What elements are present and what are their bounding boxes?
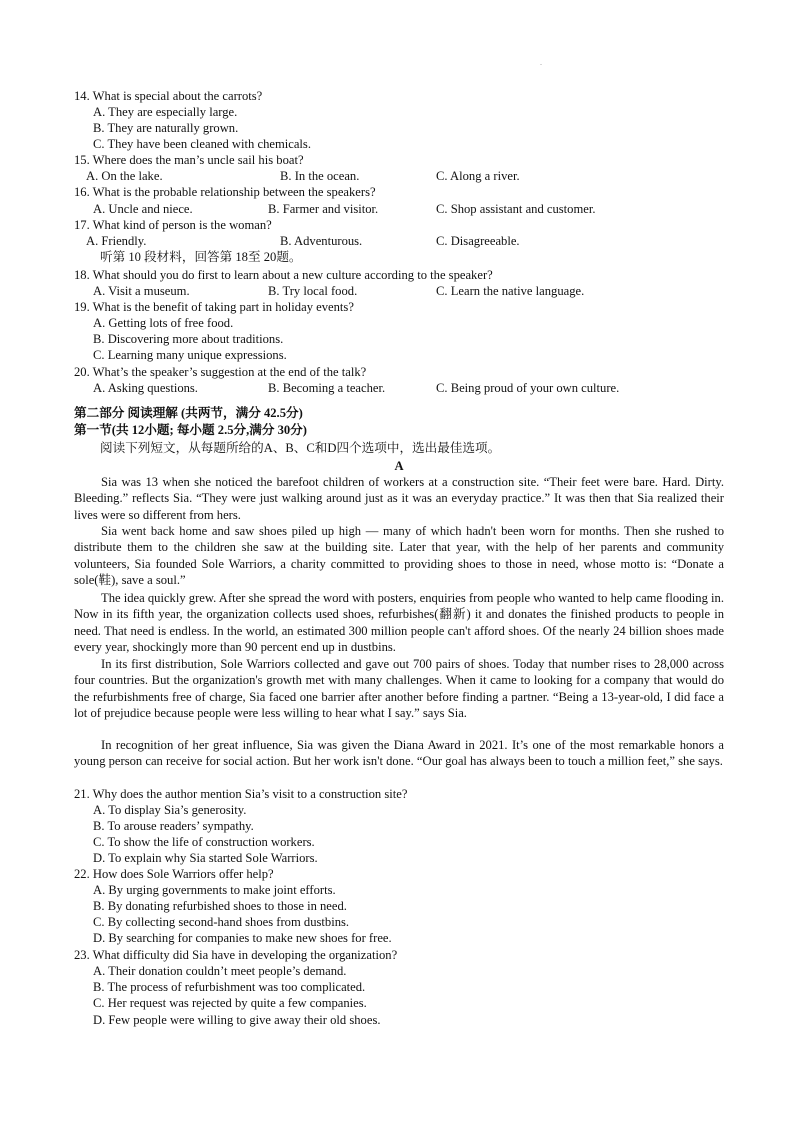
q17-option-c: C. Disagreeable. [436,234,520,248]
q14-option-a: A. They are especially large. [93,105,238,119]
passage-paragraph: In recognition of her great influence, Sia was given the Diana Award in 2021. It’s one of the most remarkable honors a young person can receive for social action. But her work isn't done. “Our goal has always been to touch a million feet,” she says. [74,738,724,769]
q22-option-d: D. By searching for companies to make new shoes for free. [93,931,392,945]
q15-stem: 15. Where does the man’s uncle sail his boat? [74,153,304,167]
q16-option-b: B. Farmer and visitor. [268,202,379,216]
q23-option-a: A. Their donation couldn’t meet people’s demand. [93,964,347,978]
q14-option-b: B. They are naturally grown. [93,121,239,135]
reading-instruction: 阅读下列短文，从每题所给的A、B、C和D四个选项中，选出最佳选项。 [100,441,501,455]
q22-option-c: C. By collecting second-hand shoes from dustbins. [93,915,350,929]
q18-stem: 18. What should you do first to learn about a new culture according to the speaker? [74,268,493,282]
q20-option-b: B. Becoming a teacher. [268,381,386,395]
q22-option-b: B. By donating refurbished shoes to those in need. [93,899,347,913]
q20-option-a: A. Asking questions. [93,381,198,395]
exam-page: . 14. What is special about the carrots? A. They are especially large. B. They are naturally grown. C. They have been cleaned with chemicals. 15. Where does the man’s uncle sail his boat? A. On the lake. B. In the ocean. C. Along a river. 16. What is the probable relationship between the speakers? A. Uncle and niece. B. Farmer and visitor. C. Shop assistant and customer. 17. What kind of person is the woman? A. Friendly. B. Adventurous. C. Disagreeable. 听第 10 段材料，回答第 18至 20题。 18. What should you do first to learn about a new culture according to the speaker? A. Visit a museum. B. Try local food. C. Learn the native language. 19. What is the benefit of taking part in holiday events? A. Getting lots of free food. B. Discovering more about traditions. C. Learning many unique expressions. 20. What’s the speaker’s suggestion at the end of the talk? A. Asking questions. B. Becoming a teacher. C. Being proud of your own culture. 第二部分 阅读理解 (共两节，满分 42.5分) 第一节(共 12小题; 每小题 2.5分,满分 30分) 阅读下列短文，从每题所给的A、B、C和D四个选项中，选出最佳选项。 A Sia was 13 when she noticed the barefoot children of workers at a construction site. “Their feet were bare. Hard. Dirty. Bleeding.” reflects Sia. “They were just walking around just as it was an everyday practice.” It was then that Sia realized their lives were so different from hers. Sia went back home and saw shoes piled up high — many of which hadn't been worn for months. Then she rushed to distribute them to the children she saw at the building site. Later that year, with the help of her parents and community volunteers, Sia founded Sole Warriors, a charity committed to providing shoes to those in need, whose motto is: “Donate a sole(鞋), save a soul.” The idea quickly grew. After she spread the word with posters, enquiries from people who wanted to help came flooding in. Now in its fifth year, the organization collects used shoes, refurbishes(翻新) it and donates the finished products to people in need. That need is endless. In the world, an estimated 300 million people can't afford shoes. Of the nearly 24 billion shoes made every year, shockingly more than 90 percent end up in dustbins. In its first distribution, Sole Warriors collected and gave out 700 pairs of shoes. Today that number rises to 28,000 across four countries. But the organization's growth met with many challenges. When it came to looking for a company that would do the refurbishments free of charge, Sia faced one barrier after another before finding a partner. “Being a 13-year-old, I did face a lot of prejudice because people were less willing to hear what I say.” says Sia. In recognition of her great influence, Sia was given the Diana Award in 2021. It’s one of the most remarkable honors a young person can receive for social action. But her work isn't done. “Our goal has always been to touch a million feet,” she says. 21. Why does the author mention Sia’s visit to a construction site? A. To display Sia’s generosity. B. To arouse readers’ sympathy. C. To show the life of construction workers. D. To explain why Sia started Sole Warriors. 22. How does Sole Warriors offer help? A. By urging governments to make joint efforts. B. By donating refurbished shoes to those in need. C. By collecting second-hand shoes from dustbins. D. By searching for companies to make new shoes for free. 23. What difficulty did Sia have in developing the organization? A. Their donation couldn’t meet people’s demand. B. The process of refurbishment was too complicated. C. Her request was rejected by quite a few companies. D. Few people were willing to give away their old shoes. [0,0,794,1124]
q16-option-a: A. Uncle and niece. [93,202,193,216]
q18-option-b: B. Try local food. [268,284,358,298]
q14-stem: 14. What is special about the carrots? [74,89,263,103]
q22-option-a: A. By urging governments to make joint efforts. [93,883,336,897]
q20-option-c: C. Being proud of your own culture. [436,381,620,395]
q21-option-b: B. To arouse readers’ sympathy. [93,819,254,833]
q16-stem: 16. What is the probable relationship between the speakers? [74,185,376,199]
q23-option-b: B. The process of refurbishment was too complicated. [93,980,366,994]
q21-option-c: C. To show the life of construction workers. [93,835,315,849]
section1-title: 第一节(共 12小题; 每小题 2.5分,满分 30分) [74,423,307,437]
q15-options [86,168,736,184]
q17-option-b: B. Adventurous. [280,234,363,248]
q18-options [93,283,743,299]
listening-material-10: 听第 10 段材料，回答第 18至 20题。 [100,250,302,264]
q21-option-d: D. To explain why Sia started Sole Warriors. [93,851,318,865]
passage-paragraph: Sia was 13 when she noticed the barefoot children of workers at a construction site. “Their feet were bare. Hard. Dirty. Bleeding.” reflects Sia. “They were just walking around just as it was an everyday practice.” It was then that Sia realized their lives were so different from hers. [74,475,724,522]
q20-stem: 20. What’s the speaker’s suggestion at the end of the talk? [74,365,367,379]
q18-option-c: C. Learn the native language. [436,284,585,298]
q14-option-c: C. They have been cleaned with chemicals. [93,137,311,151]
passage-label: A [394,459,404,473]
q19-option-c: C. Learning many unique expressions. [93,348,287,362]
q19-stem: 19. What is the benefit of taking part in holiday events? [74,300,354,314]
part2-title: 第二部分 阅读理解 (共两节，满分 42.5分) [74,406,303,420]
q23-option-c: C. Her request was rejected by quite a few companies. [93,996,367,1010]
q16-options [93,201,743,217]
q22-stem: 22. How does Sole Warriors offer help? [74,867,274,881]
q18-option-a: A. Visit a museum. [93,284,190,298]
q21-option-a: A. To display Sia’s generosity. [93,803,247,817]
q19-option-a: A. Getting lots of free food. [93,316,234,330]
passage-paragraph: In its first distribution, Sole Warriors collected and gave out 700 pairs of shoes. Today that number rises to 28,000 across four countries. But the organization's growth met with many challenges. When it came to looking for a company that would do the refurbishments free of charge, Sia faced one barrier after another before finding a partner. “Being a 13-year-old, I did face a lot of prejudice because people were less willing to hear what I say.” says Sia. [74,657,724,721]
q23-option-d: D. Few people were willing to give away their old shoes. [93,1013,381,1027]
q17-options [86,233,736,249]
q17-stem: 17. What kind of person is the woman? [74,218,272,232]
q15-option-a: A. On the lake. [86,169,163,183]
q19-option-b: B. Discovering more about traditions. [93,332,284,346]
q15-option-b: B. In the ocean. [280,169,360,183]
passage-paragraph: Sia went back home and saw shoes piled up high — many of which hadn't been worn for months. Then she rushed to distribute them to the children she saw at the building site. Later that year, with the help of her parents and community volunteers, Sia founded Sole Warriors, a charity committed to providing shoes to those in need, whose motto is: “Donate a sole(鞋), save a soul.” [74,524,724,588]
q17-option-a: A. Friendly. [86,234,147,248]
passage-paragraph: The idea quickly grew. After she spread the word with posters, enquiries from people who wanted to help came flooding in. Now in its fifth year, the organization collects used shoes, refurbishes(翻新) it and donates the finished products to people in need. That need is endless. In the world, an estimated 300 million people can't afford shoes. Of the nearly 24 billion shoes made every year, shockingly more than 90 percent end up in dustbins. [74,591,724,655]
q23-stem: 23. What difficulty did Sia have in developing the organization? [74,948,398,962]
q16-option-c: C. Shop assistant and customer. [436,202,596,216]
q20-options [93,380,743,396]
q15-option-c: C. Along a river. [436,169,520,183]
q21-stem: 21. Why does the author mention Sia’s visit to a construction site? [74,787,408,801]
